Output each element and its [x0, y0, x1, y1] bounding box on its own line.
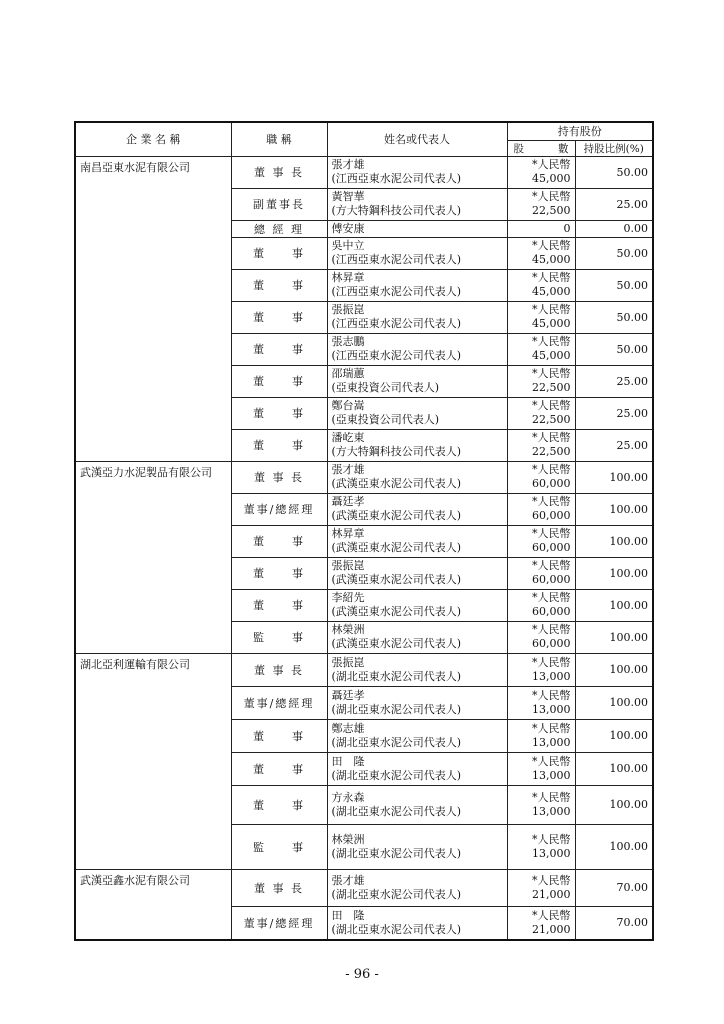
ownership-ratio: 25.00: [575, 188, 653, 220]
shares-cell: [507, 220, 575, 237]
representative-cell: [327, 493, 507, 525]
share-count: 60,000: [532, 637, 571, 650]
share-count: 45,000: [532, 172, 571, 185]
shares-cell: [507, 333, 575, 365]
representative-cell: [327, 188, 507, 220]
shares-cell: [507, 493, 575, 525]
share-count: 13,000: [532, 669, 571, 683]
position-title: 監 事: [231, 621, 327, 653]
representative-affiliation: (武漢亞東水泥公司代表人): [331, 573, 462, 586]
ownership-ratio: 100.00: [575, 589, 653, 621]
position-title: 總 經 理: [231, 220, 327, 237]
representative-name: 聶廷孝: [331, 688, 365, 702]
currency-label: *人民幣: [532, 463, 571, 476]
shares-cell: [507, 525, 575, 557]
representative-cell: [327, 621, 507, 653]
share-count: 21,000: [532, 887, 571, 901]
position-title: 董 事: [231, 397, 327, 429]
header-name: 姓名或代表人: [327, 122, 507, 156]
representative-affiliation: (武漢亞東水泥公司代表人): [331, 605, 462, 618]
currency-label: *人民幣: [532, 158, 571, 171]
currency-label: *人民幣: [532, 873, 571, 887]
representative-affiliation: (湖北亞東水泥公司代表人): [331, 702, 462, 716]
share-count: 13,000: [532, 702, 571, 716]
position-title: 董 事: [231, 301, 327, 333]
currency-label: *人民幣: [532, 754, 571, 768]
ownership-ratio: 25.00: [575, 397, 653, 429]
representative-cell: [327, 525, 507, 557]
ownership-ratio: 50.00: [575, 156, 653, 188]
position-title: 董事/總經理: [231, 493, 327, 525]
representative-affiliation: (湖北亞東水泥公司代表人): [331, 669, 462, 683]
representative-name: 聶廷孝: [331, 495, 365, 508]
share-count: 60,000: [532, 573, 571, 586]
representative-cell: [327, 906, 507, 940]
header-shares-b: 數: [558, 142, 569, 155]
representative-affiliation: (亞東投資公司代表人): [331, 413, 440, 426]
representative-name: 田 隆: [331, 908, 365, 922]
ownership-ratio: 100.00: [575, 621, 653, 653]
representative-name: 張振崑: [331, 559, 365, 572]
shares-cell: [507, 301, 575, 333]
company-name: 湖北亞利運輸有限公司: [75, 653, 231, 869]
ownership-ratio: 50.00: [575, 269, 653, 301]
representative-cell: [327, 333, 507, 365]
share-count: 13,000: [532, 735, 571, 749]
share-count: 45,000: [532, 285, 571, 298]
table-row: [75, 461, 653, 493]
representative-cell: [327, 824, 507, 869]
ownership-ratio: 100.00: [575, 493, 653, 525]
currency-label: *人民幣: [532, 688, 571, 702]
shares-cell: [507, 365, 575, 397]
representative-name: 傅安康: [331, 221, 365, 235]
shares-cell: [507, 752, 575, 785]
representative-name: 邵瑞蕙: [331, 367, 365, 380]
currency-label: *人民幣: [532, 495, 571, 508]
company-name: 南昌亞東水泥有限公司: [75, 156, 231, 461]
shares-cell: [507, 621, 575, 653]
currency-label: *人民幣: [532, 239, 571, 252]
shares-cell: [507, 686, 575, 719]
position-title: 董 事: [231, 589, 327, 621]
position-title: 董 事: [231, 719, 327, 752]
share-count: 0: [563, 221, 571, 235]
representative-affiliation: (江西亞東水泥公司代表人): [331, 253, 462, 266]
representative-cell: [327, 269, 507, 301]
page-number: - 96 -: [345, 967, 379, 982]
representative-affiliation: (湖北亞東水泥公司代表人): [331, 804, 462, 818]
ownership-ratio: 70.00: [575, 906, 653, 940]
table-row: [75, 653, 653, 686]
representative-name: 田 隆: [331, 754, 365, 768]
representative-affiliation: (江西亞東水泥公司代表人): [331, 317, 462, 330]
share-count: 13,000: [532, 846, 571, 860]
position-title: 董 事: [231, 785, 327, 824]
share-count: 45,000: [532, 253, 571, 266]
representative-name: 張才雄: [331, 463, 365, 476]
header-ratio: 持股比例(%): [575, 140, 653, 156]
representative-name: 林昇章: [331, 271, 365, 284]
currency-label: *人民幣: [532, 527, 571, 540]
share-count: 13,000: [532, 768, 571, 782]
currency-label: *人民幣: [532, 271, 571, 284]
representative-affiliation: (湖北亞東水泥公司代表人): [331, 887, 462, 901]
representative-cell: [327, 220, 507, 237]
representative-cell: [327, 589, 507, 621]
representative-name: 林榮洲: [331, 832, 365, 846]
representative-affiliation: (湖北亞東水泥公司代表人): [331, 768, 462, 782]
shares-cell: [507, 869, 575, 906]
share-count: 22,500: [532, 413, 571, 426]
representative-affiliation: (湖北亞東水泥公司代表人): [331, 922, 462, 936]
header-shares: [507, 140, 575, 156]
shares-cell: [507, 906, 575, 940]
ownership-ratio: 100.00: [575, 557, 653, 589]
ownership-ratio: 50.00: [575, 301, 653, 333]
table-row: [75, 156, 653, 188]
shares-cell: [507, 719, 575, 752]
ownership-ratio: 100.00: [575, 461, 653, 493]
representative-cell: [327, 752, 507, 785]
currency-label: *人民幣: [532, 623, 571, 636]
representative-cell: [327, 653, 507, 686]
position-title: 董 事: [231, 365, 327, 397]
share-count: 60,000: [532, 509, 571, 522]
representative-name: 鄭台嵩: [331, 399, 365, 412]
currency-label: *人民幣: [532, 190, 571, 203]
position-title: 董 事: [231, 237, 327, 269]
representative-name: 林昇章: [331, 527, 365, 540]
ownership-ratio: 100.00: [575, 653, 653, 686]
shares-cell: [507, 156, 575, 188]
representative-affiliation: (亞東投資公司代表人): [331, 381, 440, 394]
position-title: 董 事 長: [231, 869, 327, 906]
shares-cell: [507, 824, 575, 869]
representative-affiliation: (湖北亞東水泥公司代表人): [331, 735, 462, 749]
company-name: 武漢亞鑫水泥有限公司: [75, 869, 231, 940]
shares-cell: [507, 785, 575, 824]
share-count: 60,000: [532, 541, 571, 554]
representative-affiliation: (江西亞東水泥公司代表人): [331, 172, 462, 185]
currency-label: *人民幣: [532, 431, 571, 444]
shares-cell: [507, 188, 575, 220]
representative-affiliation: (方大特鋼科技公司代表人): [331, 445, 462, 458]
ownership-ratio: 100.00: [575, 752, 653, 785]
header-shares-a: 股: [513, 142, 524, 155]
currency-label: *人民幣: [532, 832, 571, 846]
representative-cell: [327, 301, 507, 333]
position-title: 董事/總經理: [231, 906, 327, 940]
representative-affiliation: (武漢亞東水泥公司代表人): [331, 541, 462, 554]
representative-name: 鄭志雄: [331, 721, 365, 735]
ownership-ratio: 0.00: [575, 220, 653, 237]
ownership-ratio: 100.00: [575, 824, 653, 869]
table-body: [75, 156, 653, 940]
share-count: 22,500: [532, 204, 571, 217]
shares-cell: [507, 653, 575, 686]
representative-affiliation: (方大特鋼科技公司代表人): [331, 204, 462, 217]
shares-cell: [507, 237, 575, 269]
representative-name: 李紹先: [331, 591, 365, 604]
representative-name: 張才雄: [331, 873, 365, 887]
header-holdings: 持有股份: [507, 122, 653, 140]
currency-label: *人民幣: [532, 721, 571, 735]
ownership-ratio: 100.00: [575, 686, 653, 719]
representative-affiliation: (武漢亞東水泥公司代表人): [331, 637, 462, 650]
representative-name: 林榮洲: [331, 623, 365, 636]
ownership-ratio: 70.00: [575, 869, 653, 906]
position-title: 董 事: [231, 333, 327, 365]
representative-cell: [327, 237, 507, 269]
share-count: 60,000: [532, 477, 571, 490]
company-name: 武漢亞力水泥製品有限公司: [75, 461, 231, 653]
shareholding-table: [74, 121, 654, 941]
representative-name: 張振崑: [331, 303, 365, 316]
representative-affiliation: (江西亞東水泥公司代表人): [331, 349, 462, 362]
share-count: 22,500: [532, 381, 571, 394]
share-count: 13,000: [532, 804, 571, 818]
shares-cell: [507, 429, 575, 461]
representative-cell: [327, 156, 507, 188]
position-title: 董 事: [231, 557, 327, 589]
representative-affiliation: (武漢亞東水泥公司代表人): [331, 477, 462, 490]
share-count: 45,000: [532, 317, 571, 330]
position-title: 董 事 長: [231, 156, 327, 188]
representative-name: 黃智華: [331, 190, 365, 203]
representative-cell: [327, 397, 507, 429]
representative-cell: [327, 869, 507, 906]
share-count: 45,000: [532, 349, 571, 362]
table-row: [75, 869, 653, 906]
position-title: 副董事長: [231, 188, 327, 220]
currency-label: *人民幣: [532, 367, 571, 380]
share-count: 21,000: [532, 922, 571, 936]
currency-label: *人民幣: [532, 655, 571, 669]
currency-label: *人民幣: [532, 399, 571, 412]
ownership-ratio: 100.00: [575, 785, 653, 824]
ownership-ratio: 25.00: [575, 429, 653, 461]
representative-affiliation: (武漢亞東水泥公司代表人): [331, 509, 462, 522]
representative-cell: [327, 719, 507, 752]
representative-cell: [327, 686, 507, 719]
ownership-ratio: 25.00: [575, 365, 653, 397]
representative-name: 潘屹東: [331, 431, 365, 444]
shares-cell: [507, 461, 575, 493]
representative-cell: [327, 429, 507, 461]
representative-name: 張振崑: [331, 655, 365, 669]
ownership-ratio: 50.00: [575, 333, 653, 365]
ownership-ratio: 100.00: [575, 719, 653, 752]
ownership-ratio: 50.00: [575, 237, 653, 269]
representative-cell: [327, 461, 507, 493]
header-company: 企 業 名 稱: [75, 122, 231, 156]
currency-label: *人民幣: [532, 790, 571, 804]
representative-name: 張志鵬: [331, 335, 365, 348]
position-title: 董 事: [231, 269, 327, 301]
share-count: 22,500: [532, 445, 571, 458]
currency-label: *人民幣: [532, 335, 571, 348]
representative-name: 張才雄: [331, 158, 365, 171]
position-title: 董 事: [231, 752, 327, 785]
representative-cell: [327, 365, 507, 397]
representative-name: 方永森: [331, 790, 365, 804]
representative-name: 吳中立: [331, 239, 365, 252]
position-title: 監 事: [231, 824, 327, 869]
shares-cell: [507, 589, 575, 621]
position-title: 董 事: [231, 525, 327, 557]
position-title: 董 事 長: [231, 461, 327, 493]
position-title: 董 事 長: [231, 653, 327, 686]
shares-cell: [507, 557, 575, 589]
position-title: 董 事: [231, 429, 327, 461]
ownership-ratio: 100.00: [575, 525, 653, 557]
shares-cell: [507, 397, 575, 429]
currency-label: *人民幣: [532, 559, 571, 572]
share-count: 60,000: [532, 605, 571, 618]
representative-affiliation: (江西亞東水泥公司代表人): [331, 285, 462, 298]
representative-cell: [327, 785, 507, 824]
representative-cell: [327, 557, 507, 589]
currency-label: *人民幣: [532, 591, 571, 604]
currency-label: *人民幣: [532, 303, 571, 316]
header-title: 職 稱: [231, 122, 327, 156]
representative-affiliation: (湖北亞東水泥公司代表人): [331, 846, 462, 860]
position-title: 董事/總經理: [231, 686, 327, 719]
shares-cell: [507, 269, 575, 301]
currency-label: *人民幣: [532, 908, 571, 922]
